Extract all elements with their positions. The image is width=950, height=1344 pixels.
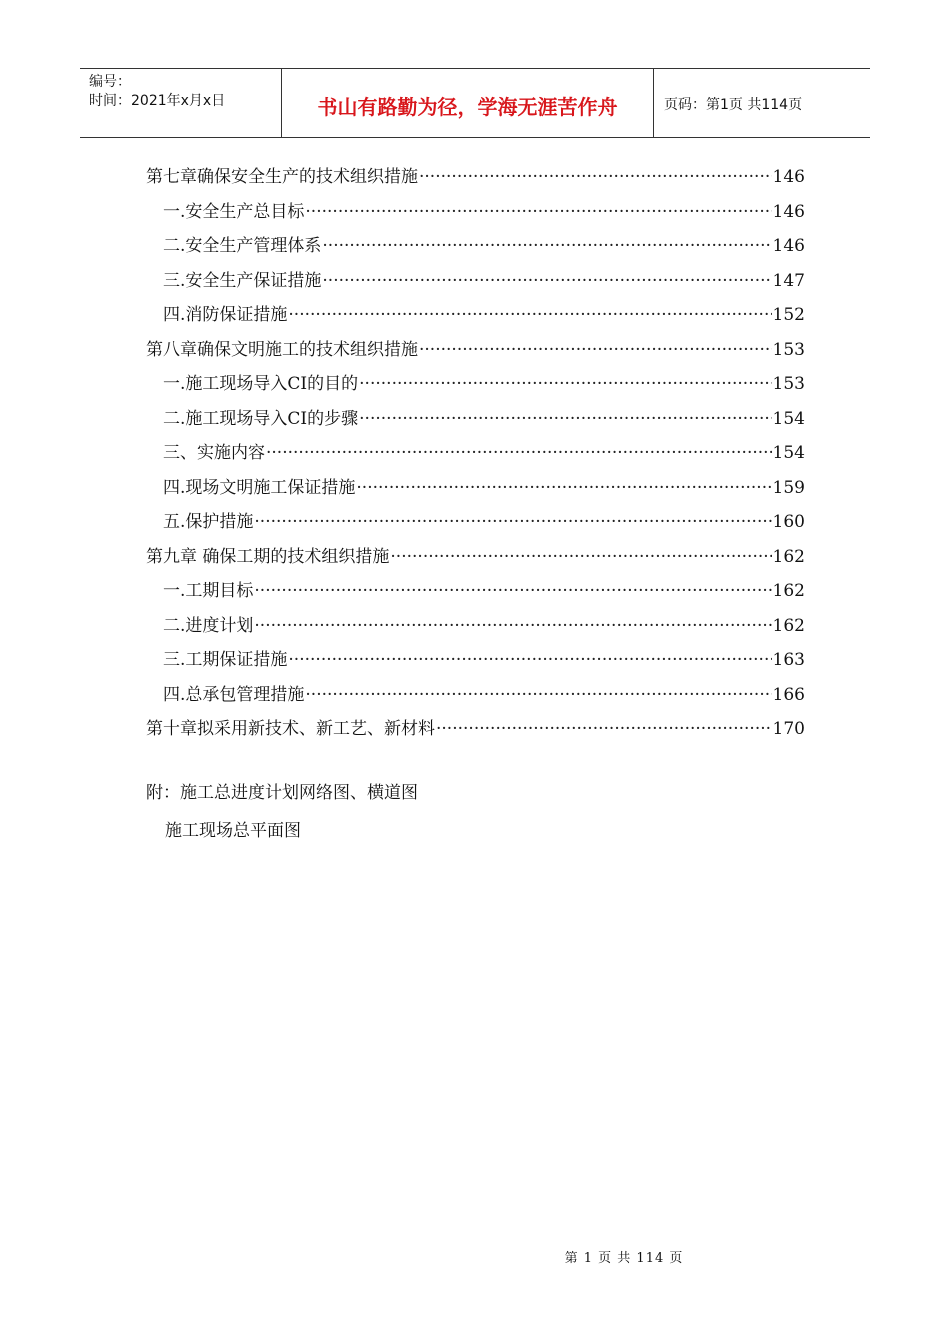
toc-entry-page-number: 154 bbox=[772, 408, 805, 429]
toc-dot-leader bbox=[436, 712, 772, 747]
toc-chapter-entry[interactable] bbox=[146, 160, 805, 195]
toc-dot-leader bbox=[419, 333, 772, 368]
toc-dot-leader bbox=[254, 505, 771, 540]
toc-entry-page-number: 146 bbox=[772, 167, 805, 187]
toc-dot-leader bbox=[322, 264, 771, 299]
toc-section-entry[interactable] bbox=[146, 402, 805, 437]
toc-dot-leader bbox=[356, 471, 771, 506]
toc-dot-leader bbox=[419, 160, 772, 195]
toc-entry-title: 二.施工现场导入CI的步骤 bbox=[163, 408, 359, 429]
toc-entry-title: 第七章确保安全生产的技术组织措施 bbox=[146, 167, 418, 187]
toc-entry-page-number: 160 bbox=[772, 512, 805, 532]
toc-entry-page-number: 146 bbox=[772, 201, 805, 222]
toc-dot-leader bbox=[254, 609, 771, 644]
toc-entry-title: 四.消防保证措施 bbox=[163, 305, 288, 325]
toc-chapter-entry[interactable] bbox=[146, 540, 805, 575]
toc-section-entry[interactable] bbox=[146, 298, 805, 333]
toc-entry-page-number: 162 bbox=[772, 546, 805, 567]
toc-entry-page-number: 166 bbox=[772, 684, 805, 705]
toc-chapter-entry[interactable] bbox=[146, 712, 805, 747]
date-label: 时间：2021年x月x日 bbox=[89, 93, 226, 109]
toc-entry-title: 一.施工现场导入CI的目的 bbox=[163, 374, 359, 394]
toc-entry-page-number: 146 bbox=[772, 236, 805, 256]
serial-number-label: 编号： bbox=[89, 74, 131, 90]
toc-chapter-entry[interactable] bbox=[146, 333, 805, 368]
appendix-line-1: 附：施工总进度计划网络图、横道图 bbox=[146, 783, 418, 803]
toc-entry-title: 一.安全生产总目标 bbox=[163, 201, 305, 222]
toc-section-entry[interactable] bbox=[146, 229, 805, 264]
toc-entry-title: 三、实施内容 bbox=[163, 443, 265, 463]
toc-dot-leader bbox=[359, 402, 771, 437]
toc-entry-title: 第九章 确保工期的技术组织措施 bbox=[146, 546, 390, 567]
toc-entry-page-number: 153 bbox=[772, 374, 805, 394]
toc-section-entry[interactable] bbox=[146, 643, 805, 678]
toc-section-entry[interactable] bbox=[146, 609, 805, 644]
toc-entry-page-number: 162 bbox=[772, 581, 805, 601]
toc-entry-page-number: 147 bbox=[772, 270, 805, 291]
toc-dot-leader bbox=[288, 298, 771, 333]
toc-section-entry[interactable] bbox=[146, 367, 805, 402]
toc-entry-page-number: 163 bbox=[772, 650, 805, 670]
toc-section-entry[interactable] bbox=[146, 264, 805, 299]
toc-entry-page-number: 154 bbox=[772, 443, 805, 463]
toc-entry-title: 第八章确保文明施工的技术组织措施 bbox=[146, 339, 418, 360]
toc-entry-title: 三.安全生产保证措施 bbox=[163, 270, 322, 291]
page-footer: 第 1 页 共 114 页 bbox=[564, 1251, 684, 1266]
toc-dot-leader bbox=[254, 574, 771, 609]
toc-entry-title: 一.工期目标 bbox=[163, 581, 254, 601]
toc-entry-title: 三.工期保证措施 bbox=[163, 650, 288, 670]
toc-dot-leader bbox=[359, 367, 771, 402]
toc-section-entry[interactable] bbox=[146, 436, 805, 471]
toc-dot-leader bbox=[390, 540, 771, 575]
toc-entry-page-number: 170 bbox=[772, 719, 805, 739]
appendix-section bbox=[146, 774, 418, 850]
toc-entry-page-number: 152 bbox=[772, 305, 805, 325]
document-header bbox=[80, 68, 870, 138]
toc-dot-leader bbox=[322, 229, 771, 264]
toc-entry-page-number: 153 bbox=[772, 339, 805, 360]
toc-entry-title: 二.安全生产管理体系 bbox=[163, 236, 322, 256]
toc-entry-page-number: 159 bbox=[772, 477, 805, 498]
toc-dot-leader bbox=[305, 678, 771, 713]
toc-section-entry[interactable] bbox=[146, 678, 805, 713]
toc-entry-title: 四.总承包管理措施 bbox=[163, 684, 305, 705]
toc-section-entry[interactable] bbox=[146, 574, 805, 609]
toc-entry-title: 第十章拟采用新技术、新工艺、新材料 bbox=[146, 719, 435, 739]
toc-section-entry[interactable] bbox=[146, 471, 805, 506]
toc-dot-leader bbox=[266, 436, 772, 471]
toc-section-entry[interactable] bbox=[146, 505, 805, 540]
appendix-line-2: 施工现场总平面图 bbox=[165, 821, 301, 841]
toc-dot-leader bbox=[305, 195, 771, 230]
toc-entry-title: 二.进度计划 bbox=[163, 615, 254, 636]
header-page-info: 页码：第1页 共114页 bbox=[664, 97, 803, 113]
header-meta-cell bbox=[80, 69, 282, 137]
toc-dot-leader bbox=[288, 643, 771, 678]
toc-entry-page-number: 162 bbox=[772, 615, 805, 636]
toc-entry-title: 四.现场文明施工保证措施 bbox=[163, 477, 356, 498]
toc-entry-title: 五.保护措施 bbox=[163, 512, 254, 532]
header-motto: 书山有路勤为径，学海无涯苦作舟 bbox=[282, 69, 654, 137]
table-of-contents bbox=[146, 160, 805, 747]
toc-section-entry[interactable] bbox=[146, 195, 805, 230]
